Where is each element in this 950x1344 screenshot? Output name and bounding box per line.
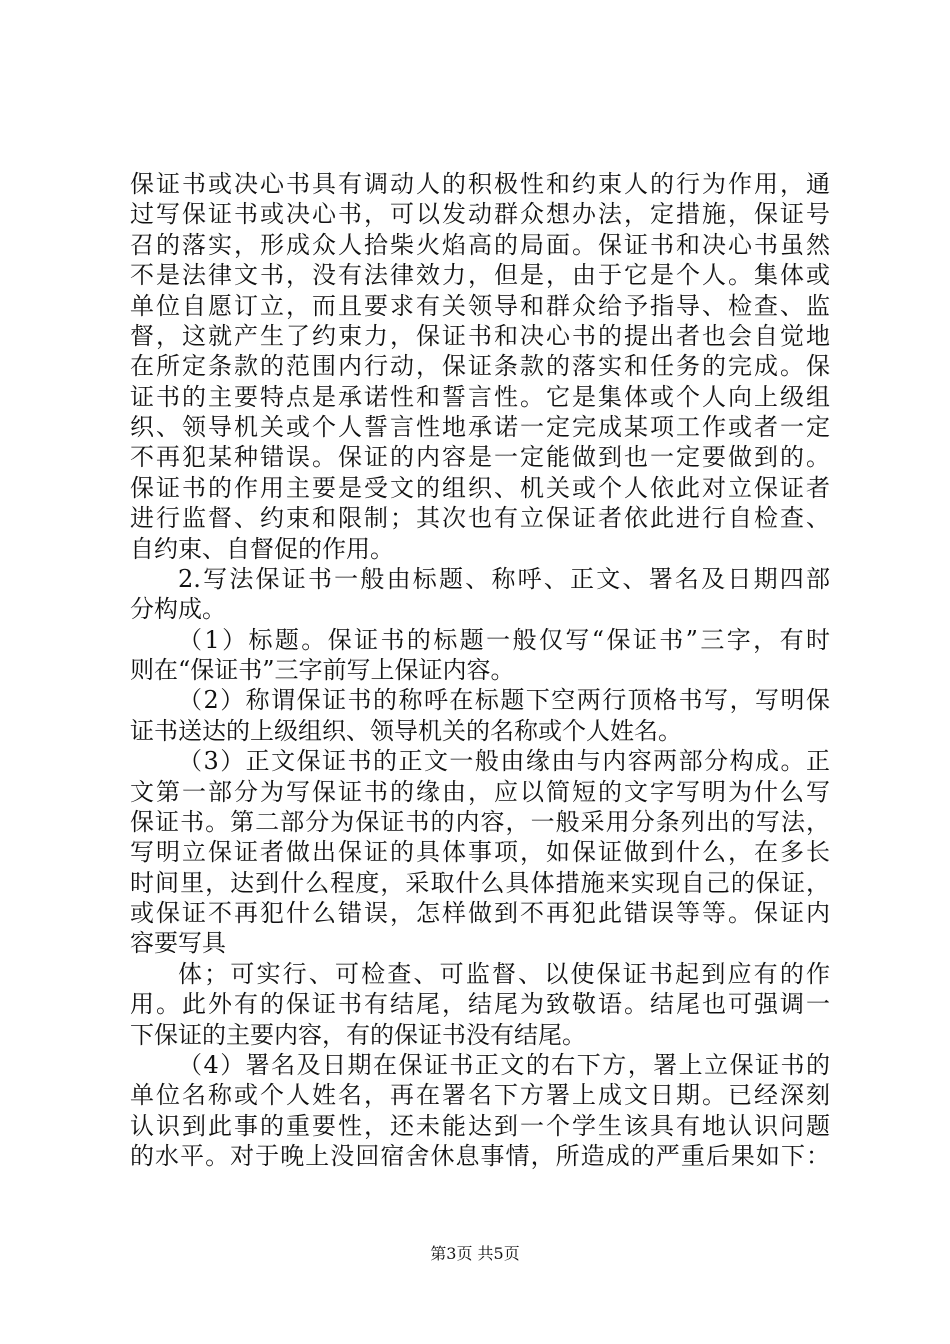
text-line: 下保证的主要内容，有的保证书没有结尾。	[130, 1021, 586, 1049]
text-line: 单位名称或个人姓名，再在署名下方署上成文日期。已经深刻	[130, 1081, 830, 1109]
text-line: 自约束、自督促的作用。	[130, 535, 394, 563]
text-line: 则在“保证书”三字前写上保证内容。	[130, 656, 515, 684]
text-line: 时间里，达到什么程度，采取什么具体措施来实现自己的保证，	[130, 869, 830, 897]
text-line: 过写保证书或决心书，可以发动群众想办法，定措施，保证号	[130, 200, 830, 228]
text-line: 容要写具	[130, 929, 226, 957]
text-line: 认识到此事的重要性，还未能达到一个学生该具有地认识问题	[130, 1112, 830, 1140]
text-line: 证书的主要特点是承诺性和誓言性。它是集体或个人向上级组	[130, 383, 830, 411]
text-line: 2.写法保证书一般由标题、称呼、正文、署名及日期四部	[178, 565, 830, 593]
text-line: 用。此外有的保证书有结尾，结尾为致敬语。结尾也可强调一	[130, 990, 830, 1018]
text-line: 的水平。对于晚上没回宿舍休息事情，所造成的严重后果如下：	[130, 1142, 830, 1170]
text-line: 分构成。	[130, 595, 226, 623]
text-line: 督，这就产生了约束力，保证书和决心书的提出者也会自觉地	[130, 322, 830, 350]
text-line: 在所定条款的范围内行动，保证条款的落实和任务的完成。保	[130, 352, 830, 380]
text-line: 不是法律文书，没有法律效力，但是，由于它是个人。集体或	[130, 261, 830, 289]
text-line: （3）正文保证书的正文一般由缘由与内容两部分构成。正	[178, 747, 830, 775]
text-line: 织、领导机关或个人誓言性地承诺一定完成某项工作或者一定	[130, 413, 830, 441]
text-line: （2）称谓保证书的称呼在标题下空两行顶格书写，写明保	[178, 686, 830, 714]
text-line: 保证书。第二部分为保证书的内容，一般采用分条列出的写法，	[130, 808, 830, 836]
text-line: 或保证不再犯什么错误，怎样做到不再犯此错误等等。保证内	[130, 899, 830, 927]
text-line: 进行监督、约束和限制；其次也有立保证者依此进行自检查、	[130, 504, 830, 532]
text-line: 体；可实行、可检查、可监督、以使保证书起到应有的作	[178, 960, 830, 988]
page-footer: 第3页 共5页	[430, 1244, 520, 1263]
text-line: 召的落实，形成众人拾柴火焰高的局面。保证书和决心书虽然	[130, 231, 830, 259]
text-line: 不再犯某种错误。保证的内容是一定能做到也一定要做到的。	[130, 443, 830, 471]
text-line: 单位自愿订立，而且要求有关领导和群众给予指导、检查、监	[130, 292, 830, 320]
text-line: 文第一部分为写保证书的缘由，应以简短的文字写明为什么写	[130, 778, 830, 806]
text-line: （1）标题。保证书的标题一般仅写“保证书”三字，有时	[178, 626, 830, 654]
text-line: 写明立保证者做出保证的具体事项，如保证做到什么，在多长	[130, 838, 830, 866]
text-line: 保证书或决心书具有调动人的积极性和约束人的行为作用，通	[130, 170, 830, 198]
text-line: 证书送达的上级组织、领导机关的名称或个人姓名。	[130, 717, 682, 745]
text-line: 保证书的作用主要是受文的组织、机关或个人依此对立保证者	[130, 474, 830, 502]
text-line: （4）署名及日期在保证书正文的右下方，署上立保证书的	[178, 1051, 830, 1079]
